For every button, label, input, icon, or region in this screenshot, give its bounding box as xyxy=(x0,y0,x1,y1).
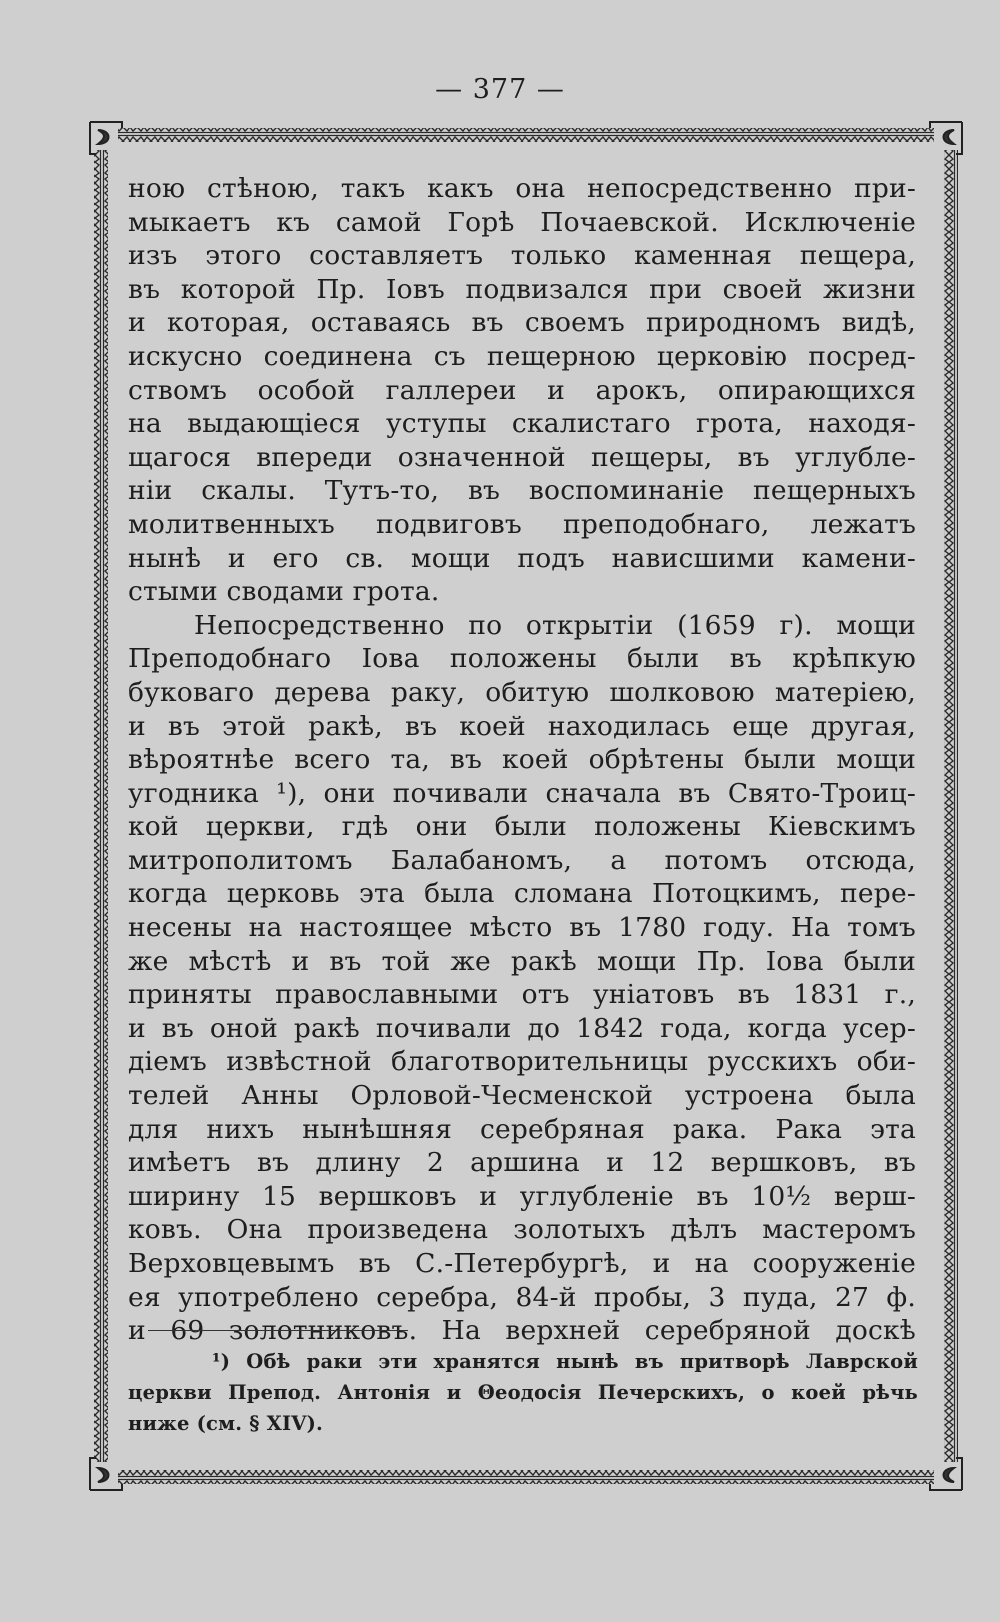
text-line: Непосредственно по открытiи (1659 г). мощи xyxy=(194,609,916,641)
text-line: несены на настоящее мѣсто въ 1780 году. На томъ xyxy=(128,912,916,944)
text-line: Верховцевымъ въ С.-Петербургѣ, и на сооруженiе xyxy=(128,1248,916,1279)
footnote-line: церкви Препод. Антонiя и Θеодосiя Печерскихъ, о коей рѣчь xyxy=(128,1381,918,1404)
text-line: и 69 золотниковъ. На верхней серебряной доскѣ xyxy=(128,1315,916,1347)
text-line: мыкаетъ къ самой Горѣ Почаевской. Исключенiе xyxy=(128,206,916,238)
text-line: нiи скалы. Тутъ-то, въ воспоминанiе пещерныхъ xyxy=(128,475,916,507)
text-line: ея употреблено серебра, 84-й пробы, 3 пуда, 27 ф. xyxy=(128,1281,916,1313)
text-line: ствомъ особой галлереи и арокъ, опирающихся xyxy=(128,374,916,406)
text-line: Преподобнаго Іова положены были въ крѣпкую xyxy=(128,643,916,675)
text-line: стыми сводами грота. xyxy=(128,576,440,608)
footnote xyxy=(128,1346,918,1439)
text-line: молитвенныхъ подвиговъ преподобнаго, лежатъ xyxy=(128,508,916,540)
text-line: искусно соединена съ пещерною церковiю посред- xyxy=(128,340,916,372)
text-line: и въ этой ракѣ, въ коей находилась еще другая, xyxy=(128,710,916,742)
text-line: ною стѣною, такъ какъ она непосредственно при- xyxy=(128,173,916,204)
text-line: когда церковь эта была сломана Потоцкимъ, пере- xyxy=(128,878,916,910)
text-line: для нихъ нынѣшняя серебряная рака. Рака эта xyxy=(128,1113,916,1145)
main-text xyxy=(128,172,916,1348)
text-line: изъ этого составляетъ только каменная пещера, xyxy=(128,240,916,272)
text-line: нынѣ и его св. мощи подъ нависшими камени- xyxy=(128,542,916,574)
text-line: дiемъ извѣстной благотворительницы русскихъ оби- xyxy=(128,1046,916,1078)
text-line: же мѣстѣ и въ той же ракѣ мощи Пр. Іова были xyxy=(128,945,916,977)
footnote-line: ниже (см. § XIV). xyxy=(128,1412,324,1435)
text-line: ширину 15 вершковъ и углубленiе въ 10½ верш- xyxy=(128,1180,916,1212)
text-line: на выдающiеся уступы скалистаго грота, находя- xyxy=(128,408,916,440)
text-line: и которая, оставаясь въ своемъ природномъ видѣ, xyxy=(128,307,916,339)
footnote-divider xyxy=(148,1330,408,1331)
text-line: ковъ. Она произведена золотыхъ дѣлъ мастеромъ xyxy=(128,1214,916,1246)
text-line: приняты православными отъ унiатовъ въ 1831 г., xyxy=(128,979,916,1011)
text-line: кой церкви, гдѣ они были положены Кiевскимъ xyxy=(128,811,916,843)
text-line: щагося впереди означенной пещеры, въ углубле- xyxy=(128,441,916,473)
text-line: митрополитомъ Балабаномъ, а потомъ отсюда, xyxy=(128,844,916,876)
text-line: вѣроятнѣе всего та, въ коей обрѣтены были мощи xyxy=(128,744,916,776)
text-line: въ которой Пр. Іовъ подвизался при своей жизни xyxy=(128,273,916,305)
text-line: телей Анны Орловой-Чесменской устроена была xyxy=(128,1080,916,1112)
footnote-line: ¹) Обѣ раки эти хранятся нынѣ въ притворѣ Лаврской xyxy=(212,1350,918,1373)
text-line: и въ оной ракѣ почивали до 1842 года, когда усер- xyxy=(128,1012,916,1044)
page-number: — 377 — xyxy=(435,74,565,105)
text-line: имѣетъ въ длину 2 аршина и 12 вершковъ, въ xyxy=(128,1147,916,1179)
text-line: буковаго дерева раку, обитую шолковою матерiею, xyxy=(128,676,916,708)
text-line: угодника ¹), они почивали сначала въ Свято-Троиц- xyxy=(128,777,916,809)
